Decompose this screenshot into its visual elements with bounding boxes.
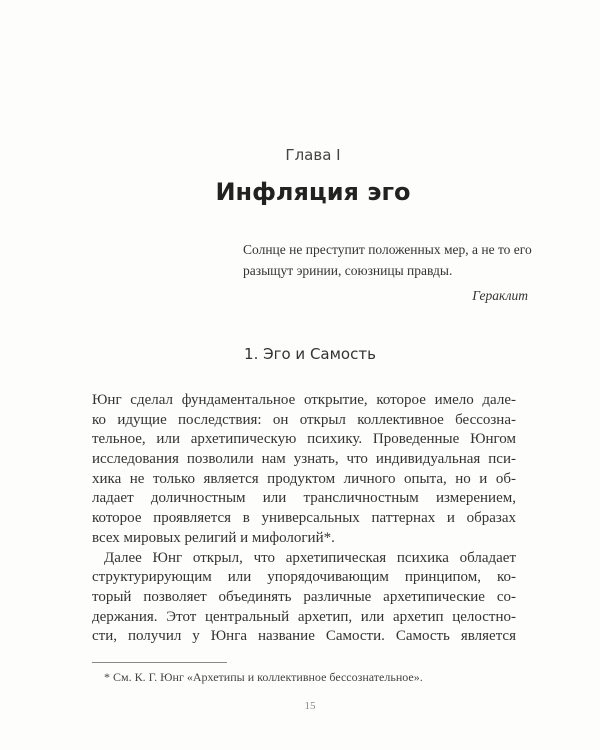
footnote: * См. К. Г. Юнг «Архетипы и коллективное бессознательное». [104, 670, 423, 684]
body-line: исследования позволили нам узнать, что индивидуальная пси- [92, 451, 516, 467]
body-line: торый позволяет объединять различные архетипические со- [92, 589, 516, 605]
chapter-label: Глава I [285, 146, 341, 164]
body-line: сти, получил у Юнга название Самости. Самость является [92, 628, 516, 644]
epigraph-line: Солнце не преступит положенных мер, а не то его [243, 242, 532, 257]
body-line: ладает доличностным или трансличностным измерением, [92, 490, 516, 506]
chapter-title: Инфляция эго [215, 178, 411, 206]
page-number: 15 [304, 700, 316, 712]
body-line: структурирующим или упорядочивающим принципом, ко- [92, 569, 516, 585]
body-line: всех мировых религий и мифологий*. [92, 530, 335, 546]
footnote-divider [92, 662, 227, 663]
body-line: Юнг сделал фундаментальное открытие, которое имело дале- [92, 392, 516, 408]
body-line: хика не только является продуктом личного опыта, но и об- [92, 471, 516, 487]
epigraph-line: разыщут эринии, союзницы правды. [243, 263, 453, 278]
body-line: держания. Этот центральный архетип, или архетип целостно- [92, 609, 516, 625]
body-line: Далее Юнг открыл, что архетипическая психика обладает [104, 550, 516, 566]
body-line: которое проявляется в универсальных паттернах и образах [92, 510, 516, 526]
body-line: тельное, или архетипическую психику. Проведенные Юнгом [92, 431, 516, 447]
epigraph-author: Гераклит [472, 288, 528, 303]
body-line: ко идущие последствия: он открыл коллективное бессозна- [92, 412, 516, 428]
section-heading: 1. Эго и Самость [244, 345, 376, 363]
